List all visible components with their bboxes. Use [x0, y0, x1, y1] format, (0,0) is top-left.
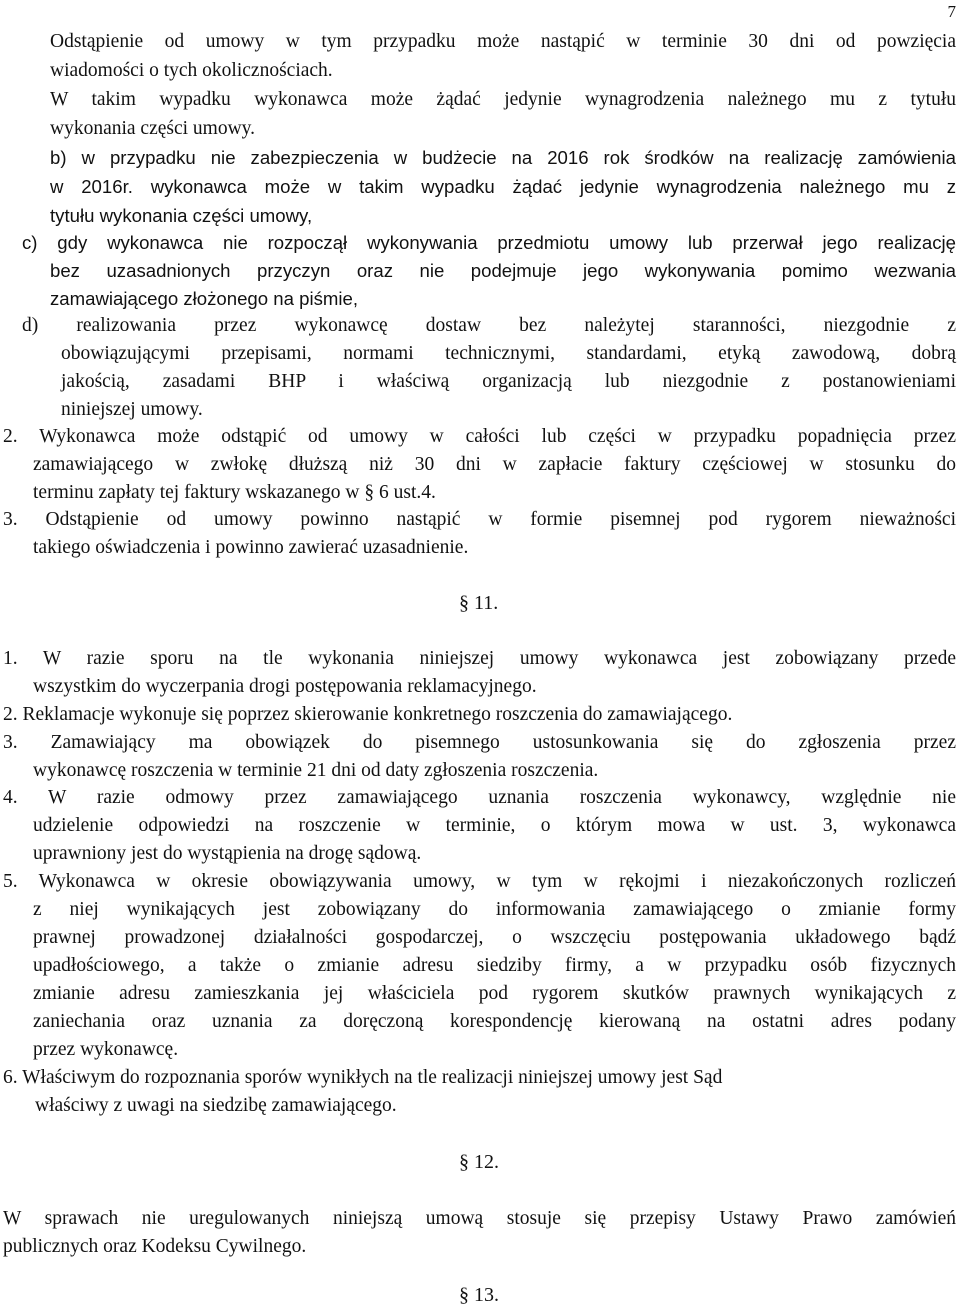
- section-heading: § 13.: [459, 1284, 499, 1306]
- paragraph-line: wiadomości o tych okolicznościach.: [50, 60, 333, 81]
- paragraph-line: takiego oświadczenia i powinno zawierać uzasadnienie.: [33, 537, 469, 558]
- paragraph-line: b) w przypadku nie zabezpieczenia w budżecie na 2016 rok środków na realizację zamówienia: [50, 147, 956, 168]
- paragraph-line: przez wykonawcę.: [33, 1039, 179, 1060]
- paragraph-line: wykonawcę roszczenia w terminie 21 dni od daty zgłoszenia roszczenia.: [33, 760, 599, 781]
- paragraph-line: zamawiającego złożonego na piśmie,: [50, 288, 359, 309]
- paragraph-line: upadłościowego, a także o zmianie adresu siedziby firmy, a w przypadku osób fizycznych: [33, 955, 956, 976]
- paragraph-line: wszystkim do wyczerpania drogi postępowania reklamacyjnego.: [33, 676, 537, 697]
- page-number: 7: [947, 2, 956, 21]
- section-heading: § 12.: [459, 1151, 499, 1173]
- paragraph-line: zaniechania oraz uznania za doręczoną korespondencję kierowaną na ostatni adres podany: [33, 1011, 956, 1032]
- paragraph-line: zmianie adresu zamieszkania jej właściciela pod rygorem skutków prawnych wynikających z: [33, 983, 956, 1004]
- paragraph-line: d) realizowania przez wykonawcę dostaw bez należytej staranności, niezgodnie z: [22, 315, 956, 336]
- section-heading: § 11.: [459, 592, 499, 614]
- paragraph-line: jakością, zasadami BHP i właściwą organizacją lub niezgodnie z postanowieniami: [61, 371, 956, 392]
- paragraph-line: 3. Zamawiający ma obowiązek do pisemnego ustosunkowania się do zgłoszenia przez: [3, 732, 956, 753]
- paragraph-line: z niej wynikających jest zobowiązany do informowania zamawiającego o zmianie formy: [33, 899, 956, 920]
- paragraph-line: W sprawach nie uregulowanych niniejszą umową stosuje się przepisy Ustawy Prawo zamówień: [3, 1208, 956, 1229]
- paragraph-line: w 2016r. wykonawca może w takim wypadku żądać jedynie wynagrodzenia należnego mu z: [50, 176, 956, 197]
- paragraph-line: bez uzasadnionych przyczyn oraz nie podejmuje jego wykonywania pomimo wezwania: [50, 260, 956, 281]
- paragraph-line: niniejszej umowy.: [61, 399, 203, 420]
- paragraph-line: właściwy z uwagi na siedzibę zamawiającego.: [35, 1095, 397, 1116]
- paragraph-line: publicznych oraz Kodeksu Cywilnego.: [3, 1236, 307, 1257]
- paragraph-line: uprawniony jest do wystąpienia na drogę sądową.: [33, 843, 422, 864]
- paragraph-line: zamawiającego w zwłokę dłuższą niż 30 dni w zapłacie faktury częściowej w stosunku do: [33, 454, 956, 475]
- paragraph-line: Odstąpienie od umowy w tym przypadku może nastąpić w terminie 30 dni od powzięcia: [50, 31, 956, 52]
- paragraph-line: wykonania części umowy.: [50, 118, 256, 139]
- paragraph-line: c) gdy wykonawca nie rozpoczął wykonywania przedmiotu umowy lub przerwał jego realizację: [22, 232, 956, 253]
- paragraph-line: 2. Reklamacje wykonuje się poprzez skierowanie konkretnego roszczenia do zamawiającego.: [3, 704, 733, 725]
- paragraph-line: 3. Odstąpienie od umowy powinno nastąpić w formie pisemnej pod rygorem nieważności: [3, 509, 956, 530]
- paragraph-line: obowiązującymi przepisami, normami technicznymi, standardami, etyką zawodową, dobrą: [61, 343, 956, 364]
- paragraph-line: prawnej prowadzonej działalności gospodarczej, o wszczęciu postępowania układowego bądź: [33, 927, 956, 948]
- paragraph-line: 6. Właściwym do rozpoznania sporów wynikłych na tle realizacji niniejszej umowy jest Sąd: [3, 1067, 723, 1088]
- paragraph-line: 4. W razie odmowy przez zamawiającego uznania roszczenia wykonawcy, względnie nie: [3, 787, 956, 808]
- paragraph-line: W takim wypadku wykonawca może żądać jedynie wynagrodzenia należnego mu z tytułu: [50, 89, 956, 110]
- paragraph-line: 1. W razie sporu na tle wykonania niniejszej umowy wykonawca jest zobowiązany przede: [3, 648, 956, 669]
- paragraph-line: 5. Wykonawca w okresie obowiązywania umowy, w tym w rękojmi i niezakończonych rozliczeń: [3, 871, 956, 892]
- paragraph-line: tytułu wykonania części umowy,: [50, 205, 313, 226]
- paragraph-line: 2. Wykonawca może odstąpić od umowy w całości lub części w przypadku popadnięcia przez: [3, 426, 956, 447]
- paragraph-line: udzielenie odpowiedzi na roszczenie w terminie, o którym mowa w ust. 3, wykonawca: [33, 815, 956, 836]
- paragraph-line: terminu zapłaty tej faktury wskazanego w § 6 ust.4.: [33, 482, 436, 503]
